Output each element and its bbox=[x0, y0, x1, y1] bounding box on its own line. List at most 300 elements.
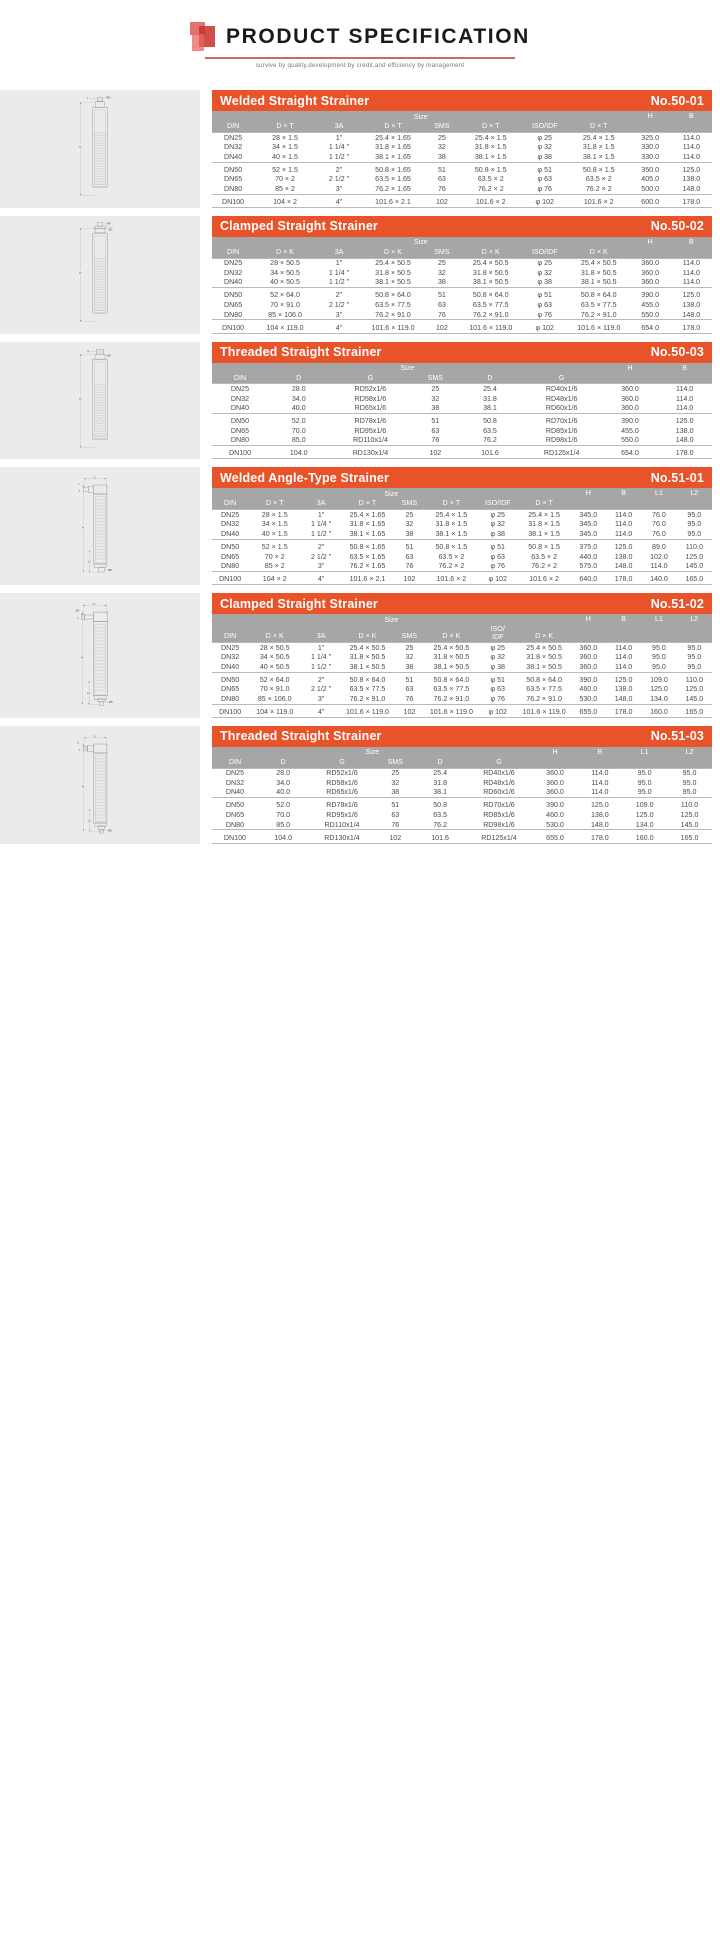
cell-g: RD85x1/6 bbox=[483, 810, 515, 819]
cell-dt: 63.5 × 2 bbox=[585, 175, 612, 184]
column-header-din-0: DIN bbox=[212, 248, 254, 258]
cell-b: 148.0 bbox=[671, 184, 712, 194]
cell-h: 360.0 bbox=[579, 653, 598, 662]
cell-din: DN50 bbox=[221, 542, 240, 551]
cell-din: DN100 bbox=[212, 449, 268, 459]
cell-d: 40.0 bbox=[268, 404, 329, 414]
column-header-b: B bbox=[671, 111, 712, 122]
cell-dk: 38.1 × 50.5 bbox=[460, 278, 522, 288]
cell-dt: 38.1 × 1.5 bbox=[425, 529, 478, 539]
cell-dt: 101.6 × 2 bbox=[425, 575, 478, 585]
cell-b: 148.0 bbox=[657, 436, 712, 446]
cell-dt: 63.5 × 1.65 bbox=[375, 175, 411, 184]
column-header-h: H bbox=[533, 747, 578, 758]
cell-dt: 101.6 × 2 bbox=[568, 197, 630, 207]
cell-dk: 52 × 64.0 bbox=[259, 675, 290, 684]
spec-table bbox=[212, 614, 712, 718]
table-header-row bbox=[212, 122, 712, 132]
cell-dt: 31.8 × 1.5 bbox=[582, 143, 615, 152]
cell-sms: 63 bbox=[391, 810, 400, 819]
cell-sms: 76 bbox=[411, 436, 459, 446]
cell-sms: 32 bbox=[405, 653, 414, 662]
cell-3a: 3" bbox=[301, 694, 341, 704]
cell-g: RD60x1/6 bbox=[521, 404, 603, 414]
cell-g: RD70x1/6 bbox=[545, 417, 578, 426]
column-header-dk-7: D × K bbox=[518, 625, 571, 642]
cell-h: 455.0 bbox=[621, 426, 639, 435]
cell-h: 460.0 bbox=[546, 810, 564, 819]
cell-3a: 1 1/2 " bbox=[301, 529, 341, 539]
table-title-bar bbox=[212, 593, 712, 614]
cell-sms: 32 bbox=[431, 394, 440, 403]
cell-dk: 85 × 106.0 bbox=[254, 310, 316, 320]
cell-sms: 51 bbox=[391, 801, 400, 810]
column-header-isoidf-6: ISO/IDF bbox=[478, 499, 518, 509]
cell-sms: 38 bbox=[376, 788, 415, 798]
cell-dt: 76.2 × 2 bbox=[568, 184, 630, 194]
cell-d: 104.0 bbox=[268, 449, 329, 459]
technical-drawing bbox=[0, 216, 200, 334]
cell-b: 178.0 bbox=[671, 323, 712, 333]
cell-h: 530.0 bbox=[533, 820, 578, 830]
cell-l2: 95.0 bbox=[682, 778, 697, 787]
cell-d: 85.0 bbox=[268, 436, 329, 446]
cell-l2: 95.0 bbox=[667, 788, 712, 798]
cell-din: DN65 bbox=[225, 810, 245, 819]
table-row bbox=[212, 529, 712, 539]
cell-d: 76.2 bbox=[415, 820, 465, 830]
cell-din: DN80 bbox=[212, 561, 248, 571]
table-header-group-row bbox=[212, 747, 712, 758]
cell-dk: 31.8 × 50.5 bbox=[349, 653, 386, 662]
column-header-d-4: D bbox=[459, 374, 520, 384]
svg-text:ØB: ØB bbox=[108, 569, 112, 573]
cell-sms: 51 bbox=[405, 542, 414, 551]
cell-l2: 165.0 bbox=[677, 575, 712, 585]
column-header-spacer bbox=[533, 758, 578, 768]
cell-3a: 1 1/2 " bbox=[316, 278, 362, 288]
cell-sms: 38 bbox=[394, 662, 425, 672]
cell-isoidf: φ 32 bbox=[537, 268, 552, 277]
table-title-bar bbox=[212, 726, 712, 747]
cell-3a: 1" bbox=[301, 642, 341, 652]
column-header-h: H bbox=[603, 363, 658, 374]
spec-table-pane bbox=[200, 467, 720, 585]
cell-3a: 4" bbox=[316, 197, 362, 207]
technical-drawing bbox=[0, 726, 200, 844]
cell-dk: 50.8 × 64.0 bbox=[526, 675, 562, 684]
cell-dk: 50.8 × 64.0 bbox=[580, 291, 617, 300]
column-header-l2: L2 bbox=[677, 488, 712, 499]
spec-section-51-02 bbox=[0, 593, 720, 718]
cell-g: RD95x1/6 bbox=[354, 426, 387, 435]
welded-straight-strainer-drawing bbox=[0, 90, 200, 208]
column-header-spacer bbox=[641, 499, 676, 509]
cell-d: 31.8 bbox=[483, 394, 497, 403]
cell-b: 125.0 bbox=[614, 675, 633, 684]
size-group-header: Size bbox=[212, 614, 571, 625]
column-header-dt-7: D × T bbox=[568, 122, 630, 132]
cell-din: DN65 bbox=[221, 685, 240, 694]
column-header-l2: L2 bbox=[677, 614, 712, 625]
table-row bbox=[212, 820, 712, 830]
header-divider bbox=[205, 57, 515, 59]
cell-b: 178.0 bbox=[577, 833, 622, 843]
column-header-dt-5: D × T bbox=[425, 499, 478, 509]
cell-isoidf: φ 38 bbox=[478, 662, 518, 672]
table-row bbox=[212, 652, 712, 662]
cell-h: 440.0 bbox=[579, 552, 598, 561]
cell-h: 360.0 bbox=[641, 268, 660, 277]
column-header-b: B bbox=[657, 363, 712, 374]
cell-dk: 104 × 119.0 bbox=[248, 707, 301, 717]
cell-l2: 110.0 bbox=[680, 801, 699, 810]
table-row bbox=[212, 165, 712, 175]
cell-isoidf: φ 76 bbox=[478, 694, 518, 704]
cell-l2: 125.0 bbox=[685, 685, 704, 694]
cell-dt: 63.5 × 1.65 bbox=[349, 552, 386, 561]
cell-g: RD52x1/6 bbox=[308, 768, 375, 778]
cell-b: 125.0 bbox=[682, 165, 701, 174]
cell-g: RD48x1/6 bbox=[483, 778, 515, 787]
cell-dt: 70 × 2 bbox=[264, 552, 285, 561]
column-header-g-2: G bbox=[329, 374, 411, 384]
cell-din: DN80 bbox=[212, 694, 248, 704]
cell-isoidf: φ 63 bbox=[537, 175, 552, 184]
cell-dk: 76.2 × 91.0 bbox=[568, 310, 630, 320]
cell-sms: 102 bbox=[424, 197, 460, 207]
cell-dt: 38.1 × 1.5 bbox=[568, 152, 630, 162]
cell-isoidf: φ 38 bbox=[522, 278, 568, 288]
cell-din: DN40 bbox=[212, 278, 254, 288]
table-number: No.51-01 bbox=[650, 470, 704, 485]
column-header-spacer bbox=[677, 625, 712, 642]
cell-g: RD110x1/4 bbox=[329, 436, 411, 446]
cell-isoidf: φ 38 bbox=[522, 152, 568, 162]
column-header-spacer bbox=[571, 625, 606, 642]
column-header-dt-1: D × T bbox=[254, 122, 316, 132]
column-header-spacer bbox=[606, 625, 641, 642]
cell-l2: 95.0 bbox=[687, 653, 702, 662]
cell-h: 390.0 bbox=[579, 675, 598, 684]
cell-h: 360.0 bbox=[533, 788, 578, 798]
cell-dk: 38.1 × 50.5 bbox=[425, 662, 478, 672]
cell-isoidf: φ 51 bbox=[490, 542, 505, 551]
cell-dt: 101.6 × 2 bbox=[460, 197, 522, 207]
cell-h: 360.0 bbox=[571, 642, 606, 652]
cell-din: DN32 bbox=[221, 520, 240, 529]
cell-dk: 101.6 × 119.0 bbox=[518, 707, 571, 717]
cell-dk: 76.2 × 91.0 bbox=[362, 310, 424, 320]
cell-dt: 50.8 × 1.5 bbox=[474, 165, 507, 174]
cell-dt: 76.2 × 1.65 bbox=[362, 184, 424, 194]
cell-din: DN25 bbox=[212, 510, 248, 520]
spec-table bbox=[212, 111, 712, 208]
cell-din: DN80 bbox=[212, 820, 258, 830]
table-header-row bbox=[212, 374, 712, 384]
svg-text:ØB: ØB bbox=[108, 829, 112, 833]
column-header-din-0: DIN bbox=[212, 758, 258, 768]
cell-isoidf: φ 102 bbox=[478, 575, 518, 585]
cell-b: 114.0 bbox=[615, 653, 633, 662]
cell-h: 345.0 bbox=[571, 510, 606, 520]
cell-isoidf: φ 102 bbox=[522, 197, 568, 207]
spec-section-51-01 bbox=[0, 467, 720, 585]
cell-d: 76.2 bbox=[459, 436, 520, 446]
cell-b: 114.0 bbox=[671, 278, 712, 288]
cell-dk: 31.8 × 50.5 bbox=[526, 653, 562, 662]
cell-dk: 63.5 × 77.5 bbox=[472, 300, 509, 309]
table-header-group-row bbox=[212, 111, 712, 122]
svg-text:L2: L2 bbox=[87, 819, 91, 823]
size-group-header: Size bbox=[212, 747, 533, 758]
column-header-spacer bbox=[641, 625, 676, 642]
size-group-header: Size bbox=[212, 363, 603, 374]
column-header-h: H bbox=[630, 237, 671, 248]
cell-dt: 25.4 × 1.65 bbox=[362, 132, 424, 142]
cell-sms: 76 bbox=[394, 694, 425, 704]
cell-h: 655.0 bbox=[571, 707, 606, 717]
threaded-angle-type-strainer-drawing bbox=[0, 726, 200, 844]
column-header-spacer bbox=[630, 248, 671, 258]
column-header-dk-1: D × K bbox=[254, 248, 316, 258]
cell-g: RD98x1/6 bbox=[521, 436, 603, 446]
cell-dk: 40 × 50.5 bbox=[254, 278, 316, 288]
cell-b: 125.0 bbox=[614, 542, 633, 551]
svg-text:H: H bbox=[80, 655, 84, 660]
cell-h: 360.0 bbox=[621, 394, 639, 403]
cell-dt: 28 × 1.5 bbox=[254, 132, 316, 142]
cell-sms: 25 bbox=[394, 642, 425, 652]
table-header-row bbox=[212, 499, 712, 509]
cell-dk: 38.1 × 50.5 bbox=[518, 662, 571, 672]
cell-isoidf: φ 25 bbox=[478, 642, 518, 652]
cell-dk: 28 × 50.5 bbox=[248, 642, 301, 652]
cell-dk: 76.2 × 91.0 bbox=[518, 694, 571, 704]
cell-dk: 38.1 × 50.5 bbox=[341, 662, 394, 672]
cell-dk: 38.1 × 50.5 bbox=[568, 278, 630, 288]
cell-din: DN32 bbox=[230, 394, 250, 403]
column-header-3a-2: 3A bbox=[316, 122, 362, 132]
cell-l1: 76.0 bbox=[652, 520, 666, 529]
cell-d: 101.6 bbox=[415, 833, 465, 843]
cell-l1: 109.0 bbox=[635, 801, 654, 810]
cell-3a: 1 1/2 " bbox=[301, 662, 341, 672]
cell-dk: 101.6 × 119.0 bbox=[460, 323, 522, 333]
column-header-spacer bbox=[677, 499, 712, 509]
cell-isoidf: φ 63 bbox=[490, 685, 505, 694]
cell-h: 655.0 bbox=[533, 833, 578, 843]
table-row bbox=[212, 685, 712, 695]
table-row bbox=[212, 417, 712, 427]
cell-dk: 63.5 × 77.5 bbox=[375, 300, 411, 309]
column-header-sms-4: SMS bbox=[394, 499, 425, 509]
table-row bbox=[212, 404, 712, 414]
table-row bbox=[212, 694, 712, 704]
cell-h: 460.0 bbox=[579, 685, 598, 694]
cell-d: 85.0 bbox=[258, 820, 308, 830]
cell-dk: 101.6 × 119.0 bbox=[568, 323, 630, 333]
cell-din: DN25 bbox=[212, 384, 268, 394]
column-header-spacer bbox=[622, 758, 667, 768]
svg-text:G: G bbox=[77, 741, 80, 745]
spec-table bbox=[212, 363, 712, 460]
column-header-g-5: G bbox=[521, 374, 603, 384]
cell-b: 148.0 bbox=[671, 310, 712, 320]
svg-text:T: T bbox=[77, 483, 80, 487]
table-header-group-row bbox=[212, 363, 712, 374]
column-header-dt-7: D × T bbox=[518, 499, 571, 509]
cell-dt: 50.8 × 1.5 bbox=[435, 542, 468, 551]
column-header-3a-2: 3A bbox=[301, 499, 341, 509]
cell-h: 500.0 bbox=[630, 184, 671, 194]
cell-dt: 31.8 × 1.65 bbox=[349, 520, 386, 529]
cell-d: 63.5 bbox=[483, 426, 497, 435]
cell-l2: 95.0 bbox=[677, 662, 712, 672]
table-title-bar bbox=[212, 90, 712, 111]
cell-din: DN25 bbox=[212, 768, 258, 778]
cell-g: RD58x1/6 bbox=[326, 778, 358, 787]
table-row bbox=[212, 707, 712, 717]
cell-sms: 51 bbox=[437, 291, 446, 300]
cell-b: 138.0 bbox=[682, 175, 701, 184]
cell-d: 31.8 bbox=[433, 778, 448, 787]
table-header-row bbox=[212, 248, 712, 258]
cell-b: 114.0 bbox=[577, 788, 622, 798]
column-header-spacer bbox=[603, 374, 658, 384]
cell-h: 390.0 bbox=[641, 291, 660, 300]
cell-h: 325.0 bbox=[630, 132, 671, 142]
cell-din: DN50 bbox=[224, 165, 243, 174]
cell-3a: 4" bbox=[316, 323, 362, 333]
cell-din: DN65 bbox=[224, 175, 243, 184]
table-row bbox=[212, 384, 712, 394]
cell-h: 575.0 bbox=[571, 561, 606, 571]
cell-b: 114.0 bbox=[657, 384, 712, 394]
cell-dt: 40 × 1.5 bbox=[254, 152, 316, 162]
cell-dk: 101.6 × 119.0 bbox=[341, 707, 394, 717]
table-row bbox=[212, 662, 712, 672]
cell-dk: 52 × 64.0 bbox=[270, 291, 300, 300]
table-row bbox=[212, 810, 712, 820]
cell-b: 125.0 bbox=[682, 291, 701, 300]
cell-sms: 25 bbox=[376, 768, 415, 778]
cell-l1: 114.0 bbox=[641, 561, 676, 571]
cell-din: DN32 bbox=[224, 268, 243, 277]
cell-sms: 38 bbox=[394, 529, 425, 539]
cell-dt: 104 × 2 bbox=[248, 575, 301, 585]
cell-isoidf: φ 76 bbox=[522, 184, 568, 194]
cell-din: DN80 bbox=[212, 310, 254, 320]
table-row bbox=[212, 132, 712, 142]
svg-text:T: T bbox=[78, 748, 81, 752]
cell-dt: 40 × 1.5 bbox=[248, 529, 301, 539]
cell-dk: 25.4 × 50.5 bbox=[362, 258, 424, 268]
cell-l2: 125.0 bbox=[685, 552, 704, 561]
cell-isoidf: φ 32 bbox=[490, 520, 505, 529]
svg-text:L2: L2 bbox=[87, 560, 91, 564]
column-header-isoidf-6: ISO/IDF bbox=[522, 122, 568, 132]
cell-din: DN100 bbox=[212, 323, 254, 333]
cell-3a: 2" bbox=[317, 542, 325, 551]
svg-text:L1: L1 bbox=[93, 735, 96, 739]
cell-h: 600.0 bbox=[630, 197, 671, 207]
cell-sms: 102 bbox=[394, 707, 425, 717]
cell-dt: 38.1 × 1.5 bbox=[460, 152, 522, 162]
column-header-b: B bbox=[577, 747, 622, 758]
technical-drawing bbox=[0, 467, 200, 585]
cell-h: 330.0 bbox=[630, 152, 671, 162]
cell-l1: 95.0 bbox=[641, 642, 676, 652]
svg-text:L2: L2 bbox=[87, 691, 91, 695]
cell-dt: 70 × 2 bbox=[275, 175, 295, 184]
cell-l1: 125.0 bbox=[650, 685, 668, 694]
cell-g: RD95x1/6 bbox=[326, 810, 358, 819]
table-title: Welded Angle-Type Strainer bbox=[220, 470, 389, 485]
cell-sms: 63 bbox=[431, 426, 440, 435]
cell-dk: 38.1 × 50.5 bbox=[362, 278, 424, 288]
cell-3a: 2" bbox=[335, 165, 343, 174]
cell-b: 114.0 bbox=[606, 662, 641, 672]
cell-dk: 70 × 91.0 bbox=[270, 300, 300, 309]
table-row bbox=[212, 394, 712, 404]
cell-dk: 76.2 × 91.0 bbox=[341, 694, 394, 704]
spec-section-50-03 bbox=[0, 342, 720, 460]
cell-sms: 51 bbox=[405, 675, 414, 684]
cell-isoidf: φ 32 bbox=[490, 653, 505, 662]
column-header-dk-1: D × K bbox=[248, 625, 301, 642]
cell-dt: 38.1 × 1.5 bbox=[518, 529, 571, 539]
table-row bbox=[212, 142, 712, 152]
cell-isoidf: φ 76 bbox=[478, 561, 518, 571]
column-header-g-2: G bbox=[308, 758, 375, 768]
cell-d: 34.0 bbox=[291, 394, 306, 403]
cell-dt: 63.5 × 2 bbox=[438, 552, 465, 561]
table-title: Clamped Straight Strainer bbox=[220, 219, 378, 234]
cell-h: 350.0 bbox=[641, 165, 660, 174]
svg-text:H: H bbox=[79, 270, 82, 275]
column-header-l1: L1 bbox=[622, 747, 667, 758]
threaded-straight-strainer-drawing bbox=[0, 342, 200, 460]
column-header-sms-3: SMS bbox=[376, 758, 415, 768]
cell-3a: 3" bbox=[316, 184, 362, 194]
cell-b: 138.0 bbox=[682, 300, 701, 309]
cell-din: DN32 bbox=[224, 143, 243, 152]
svg-text:L1: L1 bbox=[92, 603, 96, 607]
table-row bbox=[212, 449, 712, 459]
table-header-group-row bbox=[212, 488, 712, 499]
column-header-h: H bbox=[571, 488, 606, 499]
cell-sms: 25 bbox=[394, 510, 425, 520]
cell-l1: 76.0 bbox=[641, 510, 676, 520]
table-row bbox=[212, 291, 712, 301]
cell-l1: 95.0 bbox=[637, 778, 652, 787]
cell-dt: 101.6 × 2 bbox=[518, 575, 571, 585]
clamped-angle-type-strainer-drawing bbox=[0, 593, 200, 718]
cell-din: DN80 bbox=[212, 184, 254, 194]
cell-g: RD65x1/6 bbox=[308, 788, 375, 798]
cell-b: 114.0 bbox=[577, 768, 622, 778]
cell-dk: 25.4 × 50.5 bbox=[518, 642, 571, 652]
table-row bbox=[212, 520, 712, 530]
cell-l1: 95.0 bbox=[652, 653, 666, 662]
column-header-sms-4: SMS bbox=[424, 248, 460, 258]
cell-d: 40.0 bbox=[258, 788, 308, 798]
svg-text:ØK: ØK bbox=[75, 609, 80, 613]
cell-din: DN25 bbox=[212, 258, 254, 268]
cell-din: DN100 bbox=[212, 575, 248, 585]
cell-d: 38.1 bbox=[459, 404, 520, 414]
